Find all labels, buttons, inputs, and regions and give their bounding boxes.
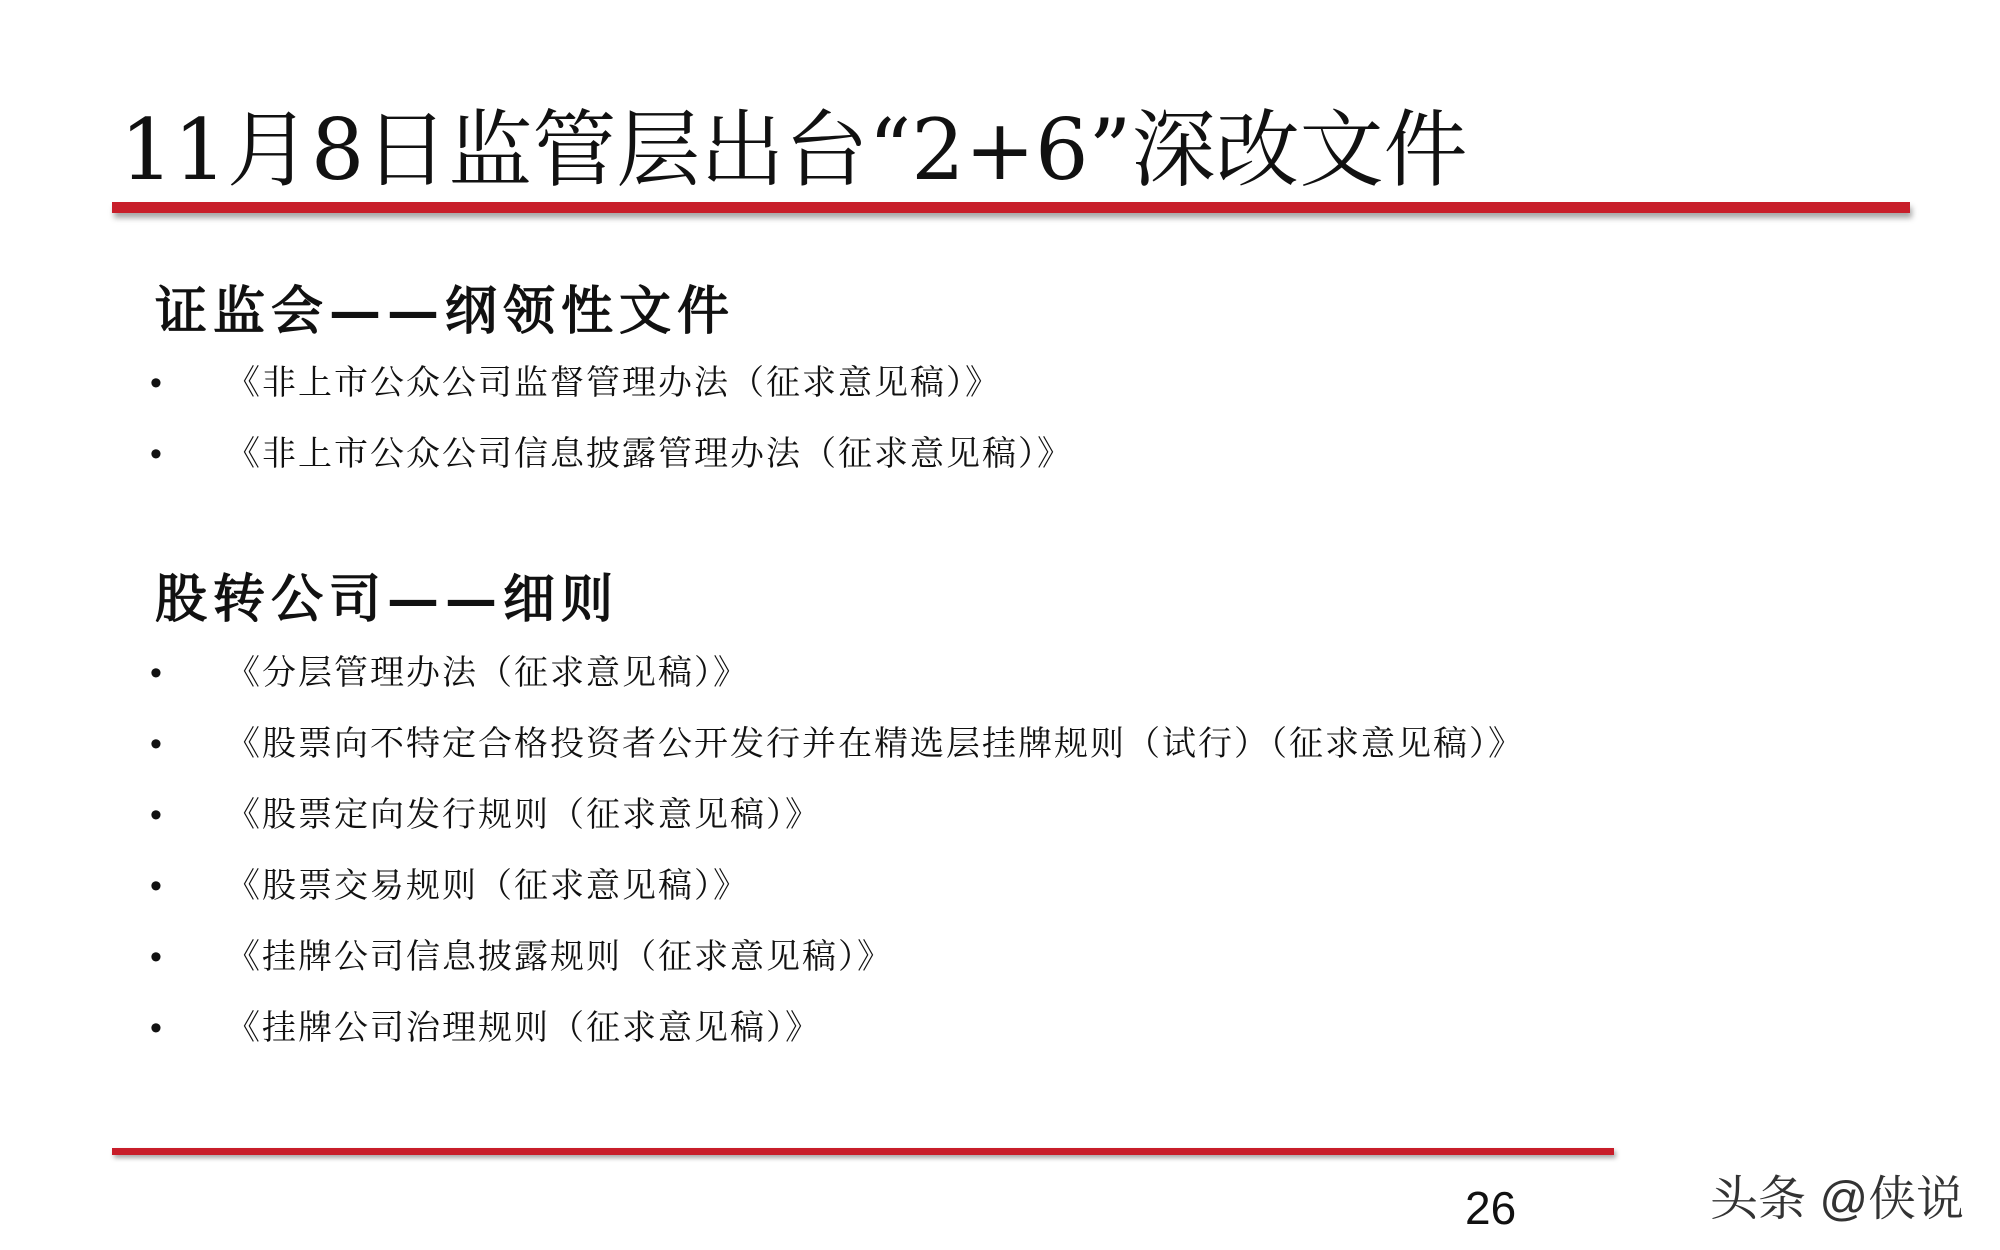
slide-title: 11月8日监管层出台“2+6”深改文件 [120, 101, 1468, 199]
document-title: 《挂牌公司信息披露规则（征求意见稿）》 [226, 937, 893, 977]
bullet-icon: • [150, 725, 164, 763]
section-heading-csrc: 证监会——纲领性文件 [155, 281, 736, 342]
bullet-icon: • [150, 364, 164, 402]
document-title: 《挂牌公司治理规则（征求意见稿）》 [226, 1008, 821, 1048]
document-title: 《股票向不特定合格投资者公开发行并在精选层挂牌规则（试行）（征求意见稿）》 [226, 724, 1524, 764]
document-title: 《股票定向发行规则（征求意见稿）》 [226, 795, 821, 835]
document-title: 《股票交易规则（征求意见稿）》 [226, 866, 749, 906]
bullet-icon: • [150, 938, 164, 976]
document-title: 《非上市公众公司信息披露管理办法（征求意见稿）》 [226, 434, 1073, 474]
bullet-icon: • [150, 796, 164, 834]
footer-rule [112, 1148, 1614, 1155]
document-title: 《非上市公众公司监督管理办法（征求意见稿）》 [226, 363, 1001, 403]
bullet-icon: • [150, 654, 164, 692]
title-underline [112, 202, 1910, 213]
document-title: 《分层管理办法（征求意见稿）》 [226, 653, 749, 693]
bullet-icon: • [150, 867, 164, 905]
section-heading-neeq: 股转公司——细则 [155, 569, 620, 630]
watermark: 头条 @侠说 [1710, 1173, 1965, 1226]
bullet-icon: • [150, 1009, 164, 1047]
page-number: 26 [1465, 1182, 1517, 1234]
bullet-icon: • [150, 435, 164, 473]
